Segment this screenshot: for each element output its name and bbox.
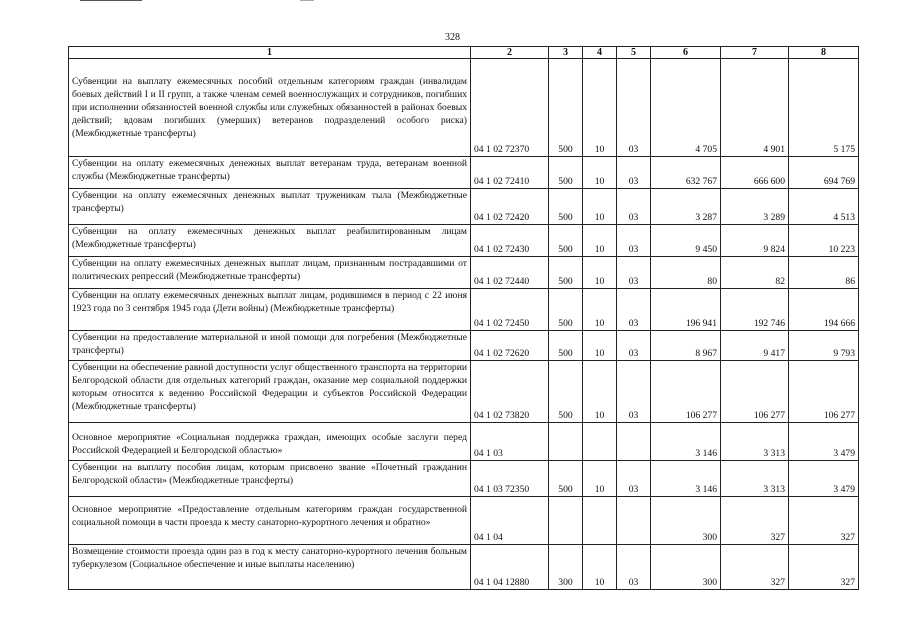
row-subsection: 03 <box>617 257 651 289</box>
table-row <box>69 423 859 461</box>
row-amount-year-1: 4 705 <box>651 59 721 157</box>
budget-table <box>68 46 859 590</box>
row-amount-year-3: 194 666 <box>789 289 859 331</box>
row-section: 10 <box>583 225 617 257</box>
row-description: Основное мероприятие «Социальная поддержка граждан, имеющих особые заслуги перед Российской Федерацией и Белгородской областью» <box>69 423 471 461</box>
header-col-6: 6 <box>651 47 721 59</box>
row-subsection: 03 <box>617 225 651 257</box>
row-section <box>583 497 617 545</box>
header-col-2: 2 <box>471 47 549 59</box>
header-col-7: 7 <box>721 47 789 59</box>
row-amount-year-1: 196 941 <box>651 289 721 331</box>
row-description: Субвенции на оплату ежемесячных денежных выплат лицам, признанным пострадавшими от политических репрессий (Межбюджетные трансферты) <box>69 257 471 289</box>
header-col-5: 5 <box>617 47 651 59</box>
header-col-3: 3 <box>549 47 583 59</box>
row-expense-type: 500 <box>549 331 583 361</box>
row-amount-year-1: 300 <box>651 497 721 545</box>
row-expense-type: 500 <box>549 461 583 497</box>
row-target-code: 04 1 04 <box>471 497 549 545</box>
header-col-4: 4 <box>583 47 617 59</box>
row-target-code: 04 1 02 72440 <box>471 257 549 289</box>
table-row <box>69 545 859 590</box>
row-description: Субвенции на оплату ежемесячных денежных выплат лицам, родившимся в период с 22 июня 1923 года по 3 сентября 1945 года (Дети войны) (Межбюджетные трансферты) <box>69 289 471 331</box>
row-amount-year-2: 4 901 <box>721 59 789 157</box>
row-target-code: 04 1 02 72430 <box>471 225 549 257</box>
row-subsection: 03 <box>617 59 651 157</box>
scan-edge-mark-left <box>80 0 142 1</box>
row-amount-year-2: 3 313 <box>721 423 789 461</box>
row-amount-year-2: 9 417 <box>721 331 789 361</box>
row-section: 10 <box>583 361 617 423</box>
table-row <box>69 361 859 423</box>
row-amount-year-2: 666 600 <box>721 157 789 189</box>
row-expense-type: 500 <box>549 257 583 289</box>
row-target-code: 04 1 04 12880 <box>471 545 549 590</box>
table-row <box>69 189 859 225</box>
row-amount-year-3: 327 <box>789 497 859 545</box>
row-target-code: 04 1 03 72350 <box>471 461 549 497</box>
row-subsection: 03 <box>617 461 651 497</box>
row-expense-type: 500 <box>549 189 583 225</box>
row-amount-year-3: 10 223 <box>789 225 859 257</box>
row-section: 10 <box>583 289 617 331</box>
row-description: Субвенции на оплату ежемесячных денежных выплат ветеранам труда, ветеранам военной службы (Межбюджетные трансферты) <box>69 157 471 189</box>
row-section: 10 <box>583 331 617 361</box>
row-amount-year-1: 3 146 <box>651 423 721 461</box>
row-amount-year-3: 327 <box>789 545 859 590</box>
row-amount-year-3: 86 <box>789 257 859 289</box>
row-subsection: 03 <box>617 189 651 225</box>
row-subsection: 03 <box>617 157 651 189</box>
row-amount-year-1: 80 <box>651 257 721 289</box>
row-subsection: 03 <box>617 545 651 590</box>
table-row <box>69 461 859 497</box>
row-amount-year-3: 694 769 <box>789 157 859 189</box>
row-expense-type <box>549 497 583 545</box>
row-section: 10 <box>583 257 617 289</box>
header-row <box>69 47 859 59</box>
row-description: Субвенции на обеспечение равной доступности услуг общественного транспорта на территории Белгородской области для отдельных категорий граждан, оказание мер социальной поддержки которым относится к ведению Российской Федерации и субъектов Российской Федерации (Межбюджетные трансферты) <box>69 361 471 423</box>
row-amount-year-1: 3 287 <box>651 189 721 225</box>
row-target-code: 04 1 02 72620 <box>471 331 549 361</box>
row-amount-year-2: 9 824 <box>721 225 789 257</box>
row-target-code: 04 1 03 <box>471 423 549 461</box>
row-amount-year-3: 5 175 <box>789 59 859 157</box>
row-amount-year-1: 106 277 <box>651 361 721 423</box>
row-target-code: 04 1 02 73820 <box>471 361 549 423</box>
table-row <box>69 331 859 361</box>
row-amount-year-1: 3 146 <box>651 461 721 497</box>
header-col-8: 8 <box>789 47 859 59</box>
row-target-code: 04 1 02 72410 <box>471 157 549 189</box>
row-description: Субвенции на выплату ежемесячных пособий отдельным категориям граждан (инвалидам боевых действий I и II групп, а также членам семей военнослужащих и сотрудников, погибших при исполнении обязанностей военной службы или служебных обязанностей в районах боевых действий; вдовам погибших (умерших) ветеранов подразделений особого риска) (Межбюджетные трансферты) <box>69 59 471 157</box>
row-expense-type: 500 <box>549 157 583 189</box>
row-expense-type: 500 <box>549 289 583 331</box>
row-subsection: 03 <box>617 289 651 331</box>
row-amount-year-3: 3 479 <box>789 461 859 497</box>
row-description: Субвенции на выплату пособия лицам, которым присвоено звание «Почетный гражданин Белгородской области» (Межбюджетные трансферты) <box>69 461 471 497</box>
scan-edge-mark-right <box>300 0 314 1</box>
row-section: 10 <box>583 157 617 189</box>
row-section <box>583 423 617 461</box>
row-amount-year-1: 9 450 <box>651 225 721 257</box>
row-subsection: 03 <box>617 361 651 423</box>
row-amount-year-1: 632 767 <box>651 157 721 189</box>
table-row <box>69 59 859 157</box>
row-expense-type: 500 <box>549 225 583 257</box>
table-row <box>69 289 859 331</box>
row-amount-year-2: 327 <box>721 497 789 545</box>
table-row <box>69 497 859 545</box>
row-amount-year-3: 9 793 <box>789 331 859 361</box>
row-target-code: 04 1 02 72370 <box>471 59 549 157</box>
row-amount-year-3: 3 479 <box>789 423 859 461</box>
row-expense-type: 500 <box>549 59 583 157</box>
row-amount-year-1: 300 <box>651 545 721 590</box>
row-target-code: 04 1 02 72420 <box>471 189 549 225</box>
row-amount-year-2: 3 289 <box>721 189 789 225</box>
row-section: 10 <box>583 189 617 225</box>
page-number: 328 <box>445 32 460 43</box>
table-row <box>69 257 859 289</box>
row-amount-year-3: 4 513 <box>789 189 859 225</box>
row-target-code: 04 1 02 72450 <box>471 289 549 331</box>
row-subsection: 03 <box>617 331 651 361</box>
row-description: Основное мероприятие «Предоставление отдельным категориям граждан государственной социальной помощи в части проезда к месту санаторно-курортного лечения и обратно» <box>69 497 471 545</box>
row-amount-year-2: 82 <box>721 257 789 289</box>
row-amount-year-1: 8 967 <box>651 331 721 361</box>
row-section: 10 <box>583 59 617 157</box>
row-amount-year-3: 106 277 <box>789 361 859 423</box>
row-amount-year-2: 327 <box>721 545 789 590</box>
row-description: Субвенции на предоставление материальной и иной помощи для погребения (Межбюджетные трансферты) <box>69 331 471 361</box>
table-row <box>69 225 859 257</box>
row-expense-type <box>549 423 583 461</box>
header-col-1: 1 <box>69 47 471 59</box>
row-description: Субвенции на оплату ежемесячных денежных выплат реабилитированным лицам (Межбюджетные трансферты) <box>69 225 471 257</box>
row-subsection <box>617 423 651 461</box>
row-description: Возмещение стоимости проезда один раз в год к месту санаторно-курортного лечения больным туберкулезом (Социальное обеспечение и иные выплаты населению) <box>69 545 471 590</box>
row-expense-type: 500 <box>549 361 583 423</box>
row-amount-year-2: 3 313 <box>721 461 789 497</box>
row-amount-year-2: 192 746 <box>721 289 789 331</box>
row-section: 10 <box>583 545 617 590</box>
row-section: 10 <box>583 461 617 497</box>
table-row <box>69 157 859 189</box>
row-subsection <box>617 497 651 545</box>
row-expense-type: 300 <box>549 545 583 590</box>
row-description: Субвенции на оплату ежемесячных денежных выплат труженикам тыла (Межбюджетные трансферты) <box>69 189 471 225</box>
row-amount-year-2: 106 277 <box>721 361 789 423</box>
